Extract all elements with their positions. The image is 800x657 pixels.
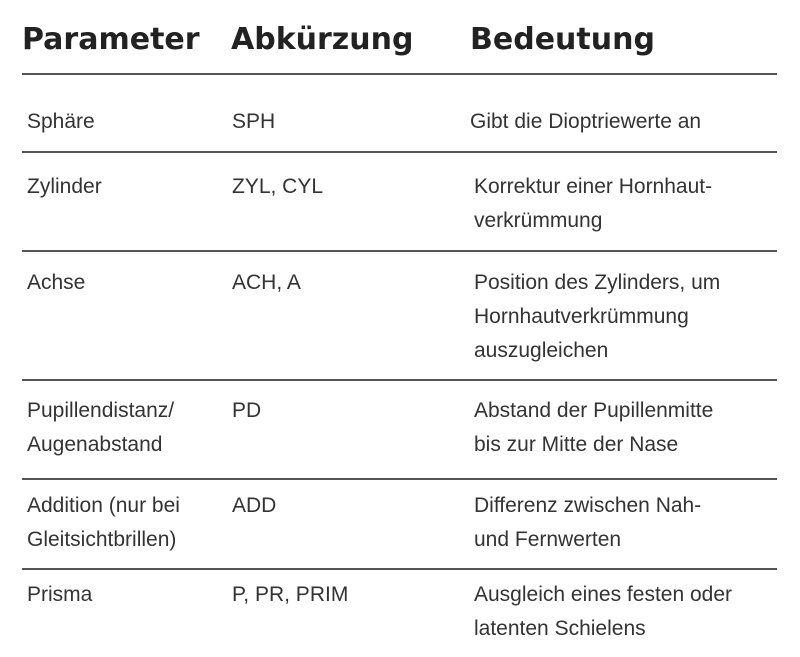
cell-text: P, PR, PRIM	[232, 583, 349, 606]
header-parameter: Parameter	[22, 22, 200, 57]
cell-text: Zylinder	[27, 175, 102, 198]
cell-abbreviation	[232, 105, 462, 139]
cell-abbreviation	[232, 578, 462, 612]
cell-parameter	[27, 394, 217, 462]
table-header	[22, 0, 777, 75]
cell-text: Position des Zylinders, um	[474, 271, 721, 294]
cell-parameter	[27, 170, 217, 204]
cell-text: ADD	[232, 494, 277, 517]
cell-text: auszugleichen	[474, 339, 609, 362]
cell-text: bis zur Mitte der Nase	[474, 433, 679, 456]
table-row	[22, 381, 777, 480]
cell-text: Gibt die Dioptriewerte an	[470, 110, 702, 133]
table-row	[22, 75, 777, 153]
table-row	[22, 153, 777, 252]
table-row	[22, 252, 777, 381]
cell-text: Addition (nur bei	[27, 494, 180, 517]
cell-text: ACH, A	[232, 271, 301, 294]
cell-text: PD	[232, 399, 262, 422]
cell-parameter	[27, 489, 217, 557]
cell-text: Korrektur einer Hornhaut-	[474, 175, 713, 198]
cell-text: Hornhautverkrümmung	[474, 305, 689, 328]
parameter-table	[22, 0, 777, 655]
cell-meaning	[474, 394, 774, 462]
cell-meaning	[474, 489, 774, 557]
cell-text: latenten Schielens	[474, 617, 646, 640]
cell-meaning	[474, 170, 774, 238]
cell-abbreviation	[232, 394, 462, 428]
cell-parameter	[27, 105, 217, 139]
cell-parameter	[27, 266, 217, 300]
cell-text: Ausgleich eines festen oder	[474, 583, 732, 606]
cell-meaning	[474, 266, 774, 368]
cell-text: Pupillendistanz/	[27, 399, 175, 422]
cell-text: Differenz zwischen Nah-	[474, 494, 702, 517]
cell-abbreviation	[232, 170, 462, 204]
cell-text: verkrümmung	[474, 209, 603, 232]
cell-text: ZYL, CYL	[232, 175, 324, 198]
cell-meaning	[474, 578, 774, 646]
table-row	[22, 480, 777, 570]
header-abbreviation: Abkürzung	[231, 22, 414, 57]
cell-text: SPH	[232, 110, 276, 133]
cell-text: Prisma	[27, 583, 93, 606]
cell-text: Achse	[27, 271, 86, 294]
cell-abbreviation	[232, 489, 462, 523]
cell-text: Sphäre	[27, 110, 95, 133]
cell-abbreviation	[232, 266, 462, 300]
cell-meaning	[470, 105, 770, 139]
cell-text: Gleitsichtbrillen)	[27, 528, 177, 551]
cell-parameter	[27, 578, 217, 612]
cell-text: Abstand der Pupillenmitte	[474, 399, 714, 422]
header-meaning: Bedeutung	[470, 22, 655, 57]
cell-text: und Fernwerten	[474, 528, 622, 551]
cell-text: Augenabstand	[27, 433, 163, 456]
table-row	[22, 570, 777, 655]
